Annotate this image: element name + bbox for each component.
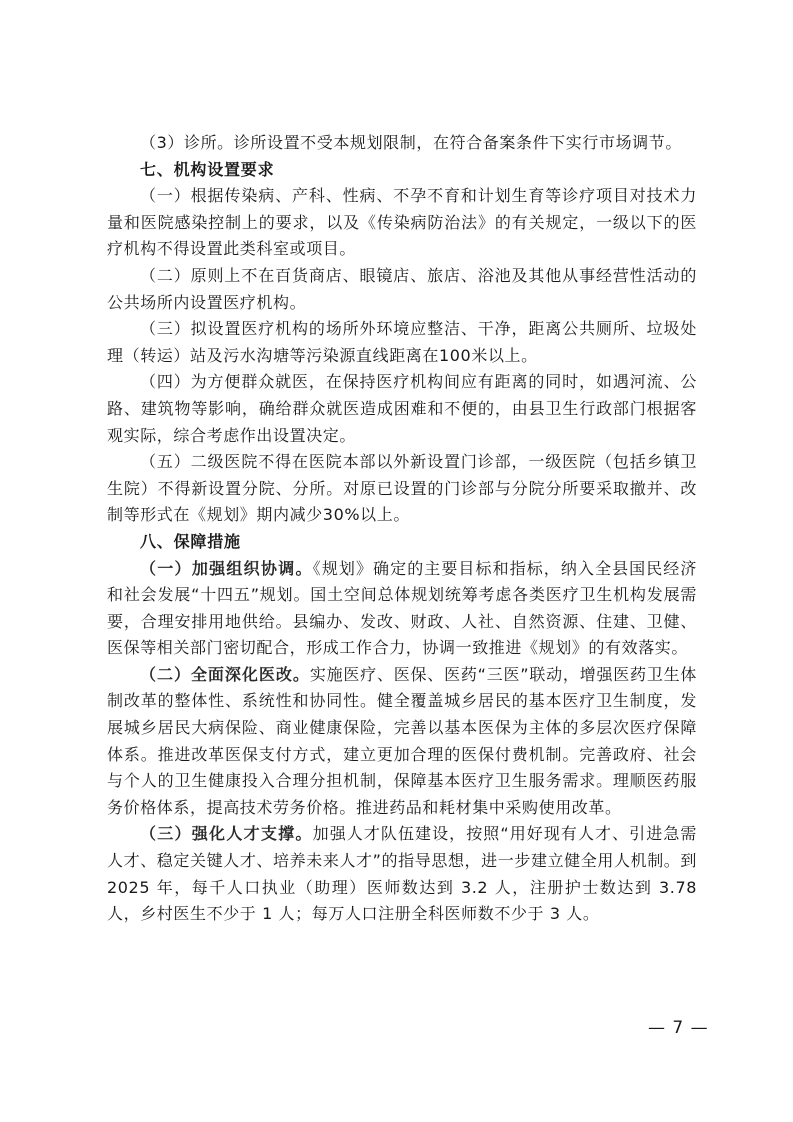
- paragraph-requirement-4: （四）为方便群众就医，在保持医疗机构间应有距离的同时，如遇河流、公路、建筑物等影响，确给群众就医造成困难和不便的，由县卫生行政部门根据客观实际，综合考虑作出设置决定。: [107, 372, 697, 445]
- section-heading-8: 八、保障措施: [140, 531, 241, 551]
- paragraph-measure-1: [107, 556, 697, 662]
- document-body: [107, 130, 697, 928]
- paragraph-requirement-5: （五）二级医院不得在医院本部以外新设置门诊部，一级医院（包括乡镇卫生院）不得新设置分院、分所。对原已设置的门诊部与分院分所要采取撤并、改制等形式在《规划》期内减少30%以上。: [107, 452, 697, 525]
- measure-1-body: 《规划》确定的主要目标和指标，纳入全县国民经济和社会发展“十四五”规划。国土空间总体规划统筹考虑各类医疗卫生机构发展需要，合理安排用地供给。县编办、发改、财政、人社、自然资源、住建、卫健、医保等相关部门密切配合，形成工作合力，协调一致推进《规划》的有效落实。: [107, 558, 697, 658]
- paragraph-requirement-2: （二）原则上不在百货商店、眼镜店、旅店、浴池及其他从事经营性活动的公共场所内设置医疗机构。: [107, 265, 697, 312]
- measure-2-title: （二）全面深化医改。: [140, 664, 310, 684]
- paragraph-measure-3: [107, 821, 697, 927]
- page-number: — 7 —: [648, 1018, 709, 1038]
- paragraph-requirement-1: （一）根据传染病、产科、性病、不孕不育和计划生育等诊疗项目对技术力量和医院感染控制上的要求，以及《传染病防治法》的有关规定，一级以下的医疗机构不得设置此类科室或项目。: [107, 186, 697, 259]
- clinic-paragraph: （3）诊所。诊所设置不受本规划限制，在符合备案条件下实行市场调节。: [140, 133, 682, 152]
- measure-2-body: 实施医疗、医保、医药“三医”联动，增强医药卫生体制改革的整体性、系统性和协同性。健全覆盖城乡居民的基本医疗卫生制度，发展城乡居民大病保险、商业健康保险，完善以基本医保为主体的多层次医疗保障体系。推进改革医保支付方式，建立更加合理的医保付费机制。完善政府、社会与个人的卫生健康投入合理分担机制，保障基本医疗卫生服务需求。理顺医药服务价格体系，提高技术劳务价格。推进药品和耗材集中采购使用改革。: [107, 664, 697, 817]
- paragraph-measure-2: [107, 662, 697, 822]
- section-heading-7: 七、机构设置要求: [140, 159, 275, 179]
- measure-3-title: （三）强化人才支撑。: [140, 824, 313, 844]
- paragraph-requirement-3: （三）拟设置医疗机构的场所外环境应整洁、干净，距离公共厕所、垃圾处理（转运）站及污水沟塘等污染源直线距离在100米以上。: [107, 319, 697, 365]
- measure-3-body: 加强人才队伍建设，按照“用好现有人才、引进急需人才、稳定关键人才、培养未来人才”的指导思想，进一步建立健全用人机制。到 2025 年，每千人口执业（助理）医师数达到 3.2 人，注册护士数达到 3.78 人，乡村医生不少于 1 人；每万人口注册全科医师数不少于 3 人。: [107, 824, 697, 924]
- measure-1-title: （一）加强组织协调。: [140, 558, 313, 578]
